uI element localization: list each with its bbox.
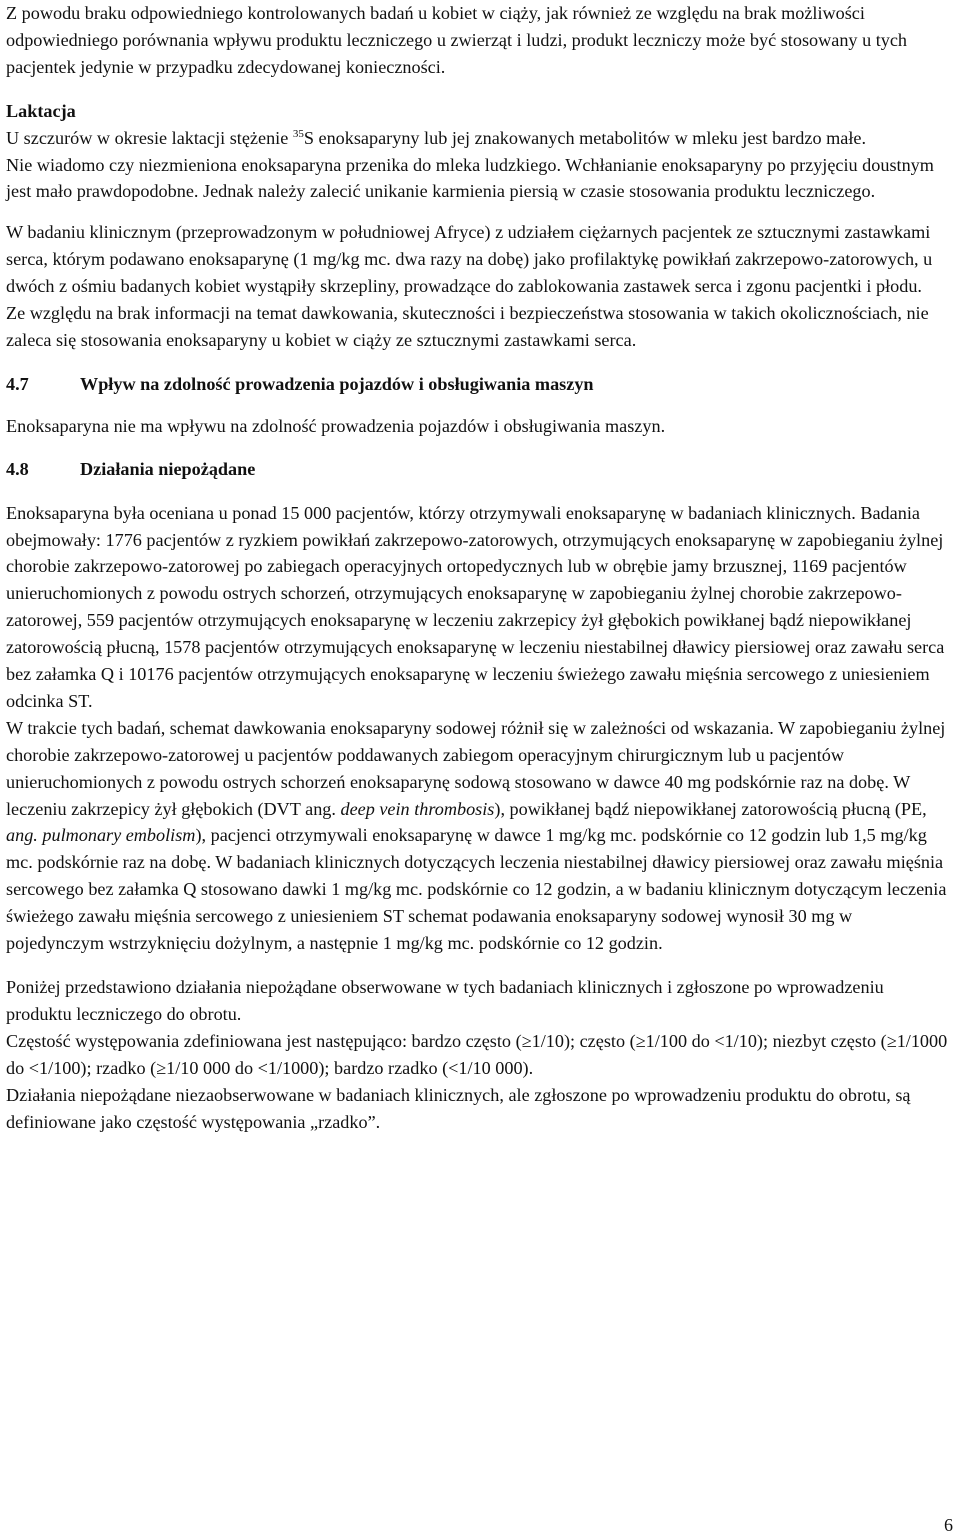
dosing-text-a: W trakcie tych badań, schemat dawkowania enoksaparyny sodowej różnił się w zależności od wskazania. W zapobieganiu żylnej chorobie zakrzepowo-zatorowej u pacjentów poddawanych zabiegom operacyjnym chirurgicznym lub u pacjentów unieruchomionych z powodu ostrych schorzeń enoksaparynę sodową stosowano w dawce 40 mg podskórnie raz na dobę. W leczeniu zakrzepicy żył głębokich (DVT ang. [6, 717, 946, 819]
intro-paragraph: Z powodu braku odpowiedniego kontrolowanych badań u kobiet w ciąży, jak również ze względu na brak możliwości odpowiedniego porównania wpływu produktu leczniczego u zwierząt i ludzi, produkt leczniczy może być stosowany u tych pacjentek jedynie w przypadku zdecydowanej konieczności. [6, 3, 908, 77]
lactation-heading: Laktacja [6, 100, 76, 121]
lactation-paragraph [6, 125, 952, 152]
section-number: 4.8 [6, 458, 29, 479]
clinical-trial-paragraph: W badaniu klinicznym (przeprowadzonym w południowej Afryce) z udziałem ciężarnych pacjentek ze sztucznymi zastawkami serca, którym podawano enoksaparynę (1 mg/kg mc. dwa razy na dobę) jako profilaktykę powikłań zakrzepowo-zatorowych, u dwóch z ośmiu badanych kobiet wystąpiły skrzepliny, prowadzące do zablokowania zastawek serca i zgonu pacjentki i płodu. [6, 222, 933, 297]
no-info-paragraph: Ze względu na brak informacji na temat dawkowania, skuteczności i bezpieczeństwa stosowania w takich okolicznościach, nie zaleca się stosowania enoksaparyny u kobiet w ciąży ze sztucznymi zastawkami serca. [6, 303, 929, 350]
section-4-8-heading [6, 456, 952, 483]
post-marketing-paragraph: Działania niepożądane niezaobserwowane w badaniach klinicznych, ale zgłoszone po wprowadzeniu produktu do obrotu, są definiowane jako częstość występowania „rzadko”. [6, 1084, 911, 1132]
page-number: 6 [944, 1515, 953, 1535]
dosing-text-c: ), pacjenci otrzymywali enoksaparynę w dawce 1 mg/kg mc. podskórnie co 12 godzin lub 1,5 mg/kg mc. podskórnie raz na dobę. W badaniach klinicznych dotyczących leczenia niestabilnej dławicy piersiowej oraz zawału mięśnia sercowego bez załamka Q stosowano dawki 1 mg/kg mc. podskórnie co 12 godzin, a w badaniu klinicznym dotyczącym leczenia świeżego zawału mięśnia sercowego z uniesieniem ST schemat podawania enoksaparyny sodowej wynosił 30 mg w pojedynczym wstrzyknięciu dożylnym, a następnie 1 mg/kg mc. podskórnie co 12 godzin. [6, 825, 947, 954]
pe-term: ang. pulmonary embolism [6, 825, 196, 846]
frequency-definition-paragraph: Częstość występowania zdefiniowana jest następująco: bardzo często (≥1/10); często (≥1/100 do <1/10); niezbyt często (≥1/1000 do <1/100); rzadko (≥1/10 000 do <1/1000); bardzo rzadko (<1/10 000). [6, 1030, 948, 1078]
dvt-term: deep vein thrombosis [340, 798, 495, 819]
section-4-7-text: Enoksaparyna nie ma wpływu na zdolność prowadzenia pojazdów i obsługiwania maszyn. [6, 415, 666, 436]
section-title: Działania niepożądane [80, 458, 256, 479]
isotope-superscript: 35 [292, 127, 304, 140]
document-page [6, 0, 952, 1135]
section-title: Wpływ na zdolność prowadzenia pojazdów i obsługiwania maszyn [80, 373, 594, 394]
dosing-text-b: ), powikłanej bądź niepowikłanej zatorowością płucną (PE, [494, 798, 927, 819]
lactation-text-start: U szczurów w okresie laktacji stężenie [6, 127, 293, 148]
section-4-7-heading [6, 371, 952, 398]
lactation-paragraph-rest: Nie wiadomo czy niezmieniona enoksaparyna przenika do mleka ludzkiego. Wchłanianie enoksaparyny po przyjęciu doustnym jest mało prawdopodobne. Jednak należy zalecić unikanie karmienia piersią w czasie stosowania produktu leczniczego. [6, 154, 934, 202]
section-4-8-paragraph-1: Enoksaparyna była oceniana u ponad 15 000 pacjentów, którzy otrzymywali enoksaparynę w badaniach klinicznych. Badania obejmowały: 1776 pacjentów z ryzkiem powikłań zakrzepowo-zatorowych, otrzymujących enoksaparynę w zapobieganiu żylnej chorobie zakrzepowo-zatorowej po zabiegach operacyjnych ortopedycznych lub w obrębie jamy brzusznej, 1169 pacjentów unieruchomionych z powodu ostrych schorzeń, otrzymujących enoksaparynę w zapobieganiu żylnej chorobie zakrzepowo-zatorowej, 559 pacjentów otrzymujących enoksaparynę w leczeniu zakrzepicy żył głębokich powikłanej bądź niepowikłanej zatorowością płucną, 1578 pacjentów otrzymujących enoksaparynę w leczeniu niestabilnej dławicy piersiowej oraz zawału serca bez załamka Q i 10176 pacjentów otrzymujących enoksaparynę w leczeniu świeżego zawału mięśnia sercowego z uniesieniem odcinka ST. [6, 502, 945, 711]
section-4-8-paragraph-2 [6, 715, 952, 957]
section-number: 4.7 [6, 373, 29, 394]
section-4-8-paragraph-3: Poniżej przedstawiono działania niepożądane obserwowane w tych badaniach klinicznych i zgłoszone po wprowadzeniu produktu leczniczego do obrotu. [6, 977, 884, 1024]
lactation-text-end: S enoksaparyny lub jej znakowanych metabolitów w mleku jest bardzo małe. [303, 127, 866, 148]
